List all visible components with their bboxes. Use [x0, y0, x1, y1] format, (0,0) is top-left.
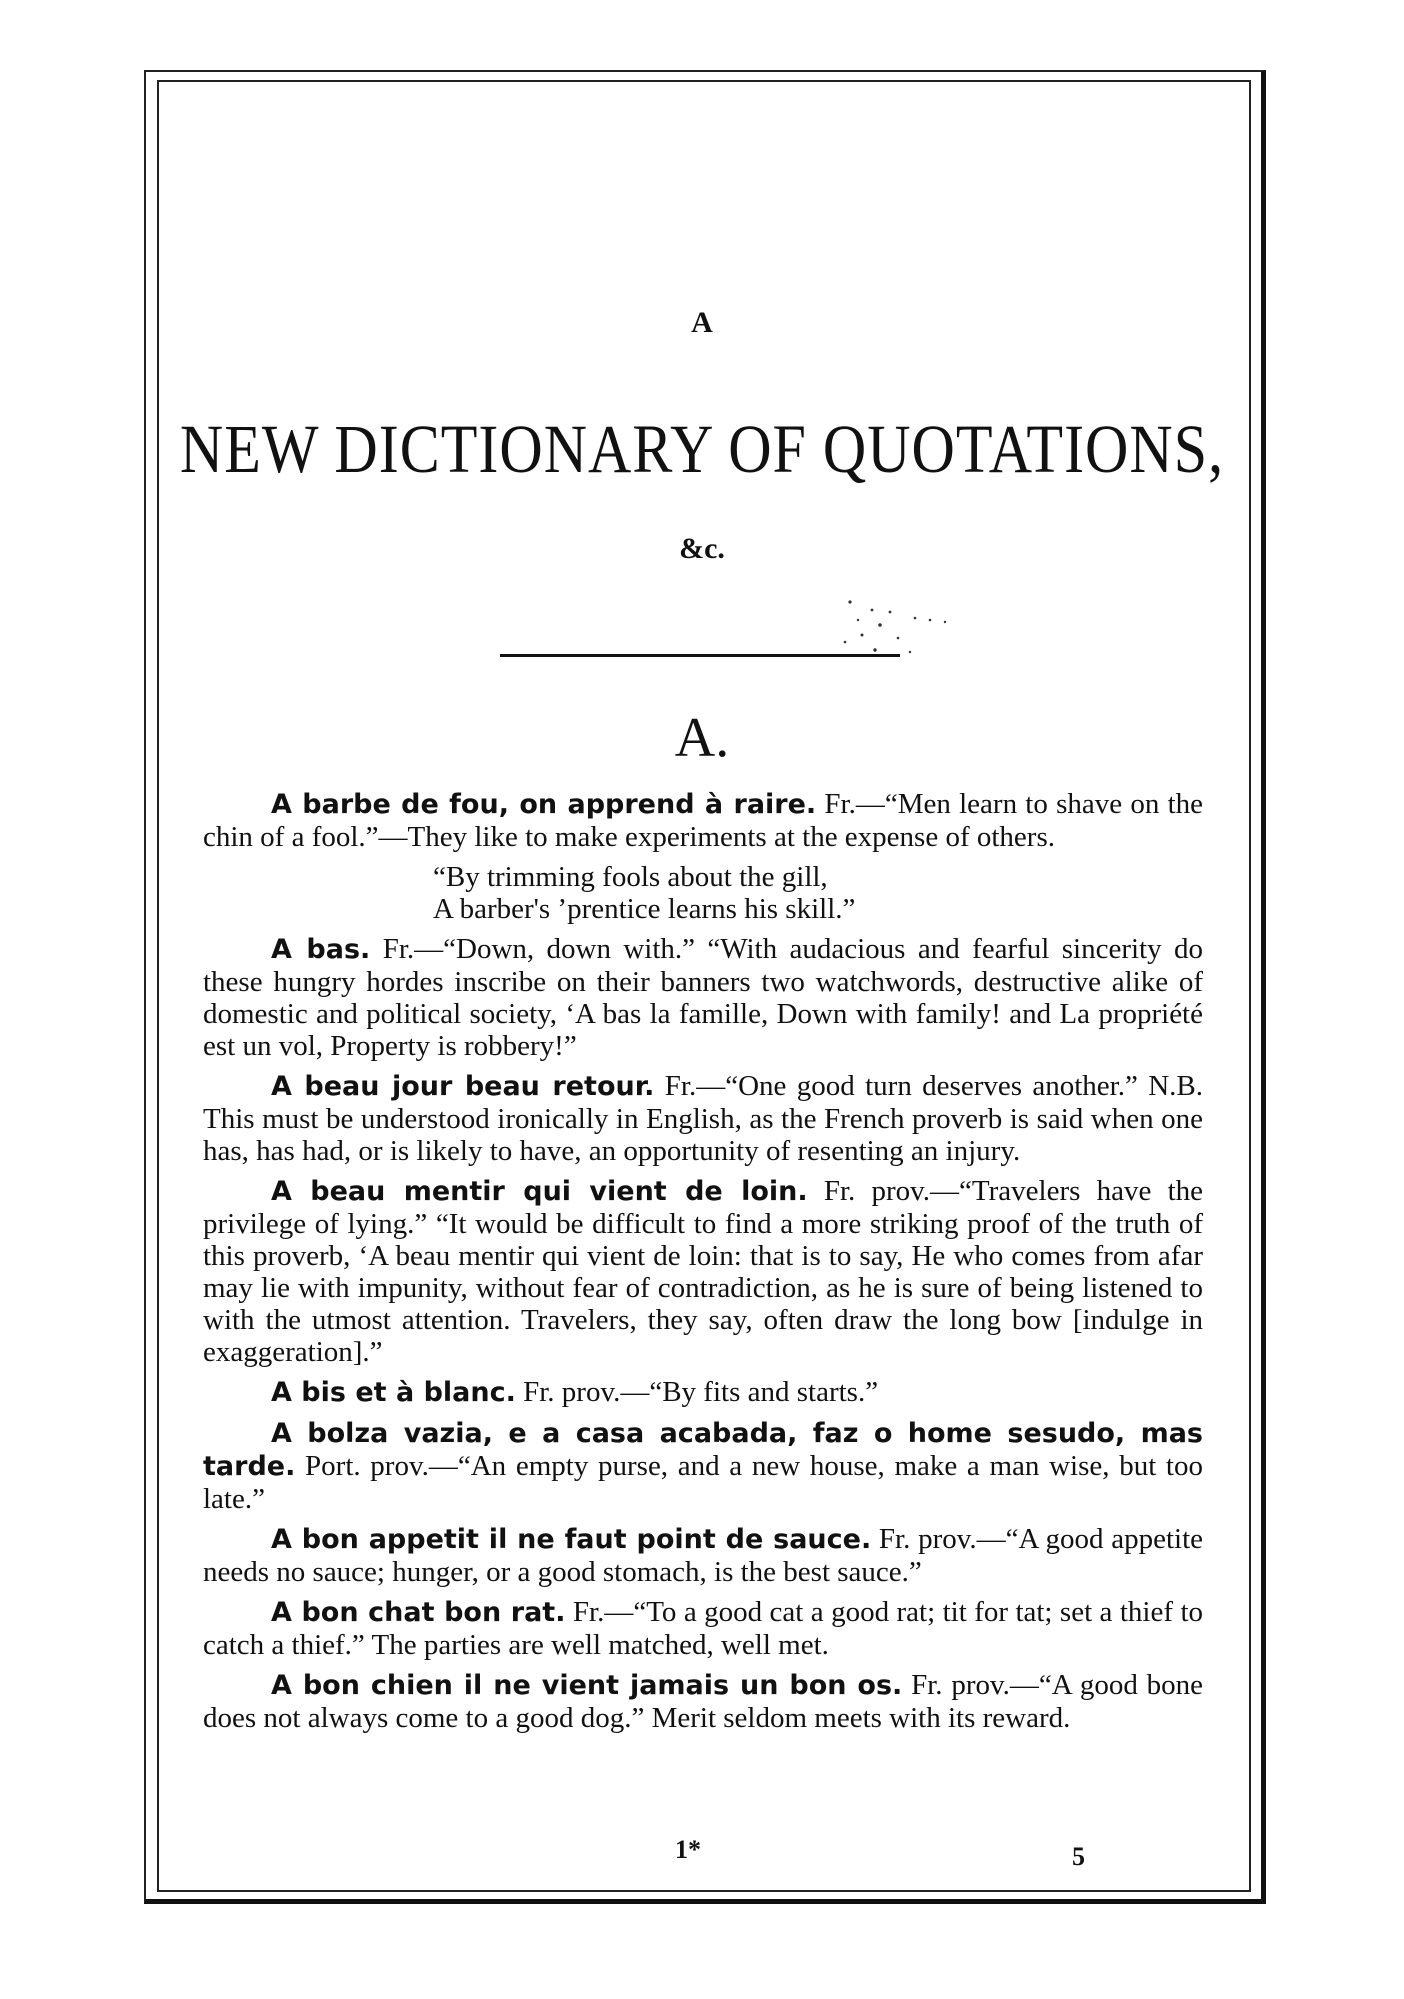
- entry-text: Fr. prov.—“A good appetite needs no sauce; hunger, or a good stomach, is the best sauce.”: [203, 1523, 1203, 1588]
- entry-headword: A beau mentir qui vient de loin.: [271, 1176, 808, 1207]
- entry: [203, 1596, 1203, 1661]
- entry: [203, 788, 1203, 853]
- entry-text: Fr.—“To a good cat a good rat; tit for tat; set a thief to catch a thief.” The parties are well matched, well met.: [203, 1596, 1203, 1661]
- entry-headword: A bolza vazia, e a casa acabada, faz o home sesudo, mas tarde.: [203, 1418, 1203, 1482]
- entry: [203, 1175, 1203, 1368]
- verse-quote: [203, 861, 1203, 925]
- entry-text: Fr. prov.—“A good bone does not always come to a good dog.” Merit seldom meets with its reward.: [203, 1669, 1203, 1734]
- entry: [203, 1417, 1203, 1515]
- entry-headword: A bas.: [271, 934, 371, 965]
- verse-line: A barber's ’prentice learns his skill.”: [433, 893, 856, 925]
- entry-text: Fr. prov.—“Travelers have the privilege of lying.” “It would be difficult to find a more striking proof of the truth of this proverb, ‘A beau mentir qui vient de loin: that is to say, He who comes from afar may lie with impunity, without fear of contradiction, as he is sure of being listened to with the utmost attention. Travelers, they say, often draw the long bow [indulge in exaggeration].”: [203, 1175, 1203, 1368]
- entry-headword: A bon appetit il ne faut point de sauce.: [271, 1524, 872, 1555]
- dictionary-entries: [203, 788, 1203, 1742]
- entry-text: Port. prov.—“An empty purse, and a new house, make a man wise, but too late.”: [203, 1450, 1203, 1515]
- entry: [203, 1669, 1203, 1734]
- entry-text: Fr.—“Men learn to shave on the chin of a fool.”—They like to make experiments at the expense of others.: [203, 788, 1204, 853]
- page-number: 5: [1072, 1842, 1085, 1871]
- entry-text: Fr.—“One good turn deserves another.” N.B. This must be understood ironically in English, as the French proverb is said when one has, has had, or is likely to have, an opportunity of resenting an injury.: [203, 1070, 1203, 1167]
- section-letter: A.: [674, 707, 730, 769]
- entry: [203, 1376, 1203, 1409]
- print-speckle: [820, 590, 1020, 660]
- title-etc: &c.: [679, 532, 725, 565]
- entry-text: Fr.—“Down, down with.” “With audacious and fearful sincerity do these hungry hordes inscribe on their banners two watchwords, destructive alike of domestic and political society, ‘A bas la famille, Down with family! and La propriété est un vol, Property is robbery!”: [203, 933, 1203, 1062]
- entry-headword: A bon chien il ne vient jamais un bon os.: [271, 1670, 903, 1701]
- entry: [203, 1070, 1203, 1167]
- entry-headword: A barbe de fou, on apprend à raire.: [271, 789, 817, 820]
- entry-text: Fr. prov.—“By fits and starts.”: [515, 1376, 879, 1408]
- title-article: A: [691, 306, 713, 339]
- entry-headword: A bis et à blanc.: [271, 1377, 516, 1408]
- page-title: NEW DICTIONARY OF QUOTATIONS,: [179, 410, 1225, 487]
- entry: [203, 1523, 1203, 1588]
- entry: [203, 933, 1203, 1062]
- entry-headword: A bon chat bon rat.: [271, 1597, 566, 1628]
- entry-headword: A beau jour beau retour.: [271, 1071, 655, 1102]
- printer-signature: 1*: [675, 1835, 701, 1864]
- verse-line: “By trimming fools about the gill,: [433, 861, 828, 893]
